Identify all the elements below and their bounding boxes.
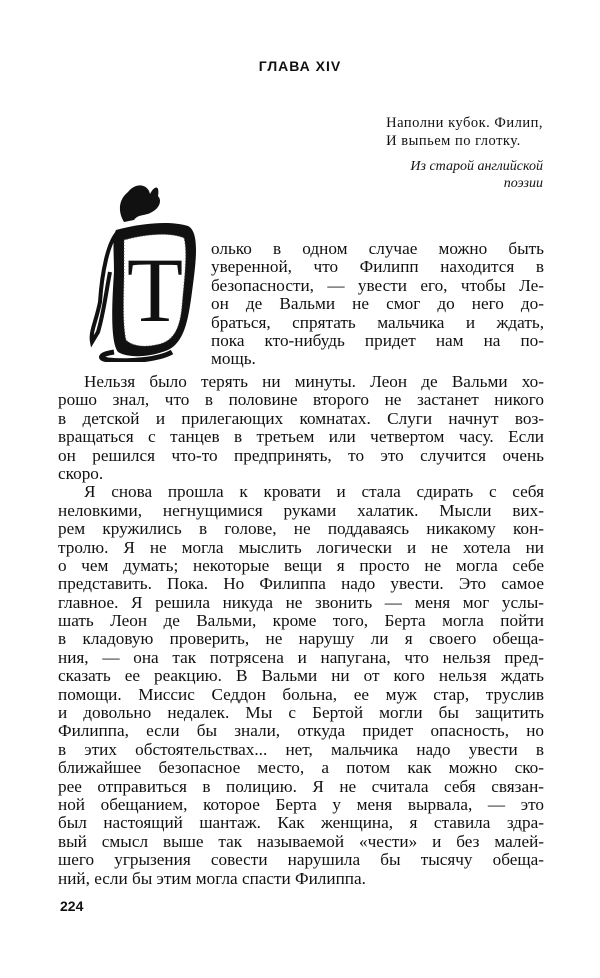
body-text: [58, 373, 544, 888]
drop-cap-paragraph: [211, 240, 544, 369]
text-line: браться, спрятать мальчика и ждать,: [211, 312, 544, 332]
text-line: тролю. Я не могла мыслить логически и не хотела ни: [58, 537, 544, 557]
text-line: рее отправиться в полицию. Я не считала себя связан-: [58, 776, 544, 796]
text-line: помощи. Миссис Седдон больна, ее муж стар, труслив: [58, 684, 544, 704]
text-line: Я снова прошла к кровати и стала сдирать с себя: [84, 482, 544, 502]
text-line: ния, — она так потрясена и напугана, что нельзя пред-: [58, 647, 544, 667]
attribution-line: Из старой английской: [410, 159, 543, 174]
text-line: шего угрызения совести нарушила бы тысячу обеща-: [58, 850, 544, 870]
chapter-title: ГЛАВА XIV: [258, 58, 342, 74]
text-line: вращаться с танцев в третьем или четвертом часу. Если: [58, 427, 544, 447]
text-line: он де Вальми не смог до него до-: [211, 294, 544, 314]
text-line: шать Леон де Вальми, кроме того, Берта могла пойти: [58, 611, 544, 631]
text-line: скоро.: [58, 463, 104, 483]
text-line: неловкими, негнущимися руками халатик. Мысли вих-: [58, 500, 544, 520]
text-line: Нельзя было терять ни минуты. Леон де Вальми хо-: [84, 372, 544, 391]
text-line: о чем думать; некоторые вещи я просто не могла себе: [58, 555, 544, 575]
text-line: ной обещанием, которое Берта у меня вырвала, — это: [58, 794, 544, 814]
text-line: представить. Пока. Но Филиппа надо увести. Это самое: [58, 574, 544, 594]
text-line: сказать ее реакцию. В Вальми ни от кого нельзя ждать: [58, 666, 544, 686]
drop-cap-illustration: [88, 182, 200, 362]
text-line: в детской и прилегающих комнатах. Слуги начнут воз-: [58, 408, 544, 428]
text-line: мощь.: [211, 349, 256, 369]
text-line: рем кружились в голове, не поддаваясь никакому кон-: [58, 519, 544, 539]
epigraph-line: Наполни кубок. Филип,: [386, 115, 543, 131]
text-line: ближайшее безопасное место, а потом как можно ско-: [58, 758, 544, 778]
epigraph-line: И выпьем по глотку.: [386, 133, 521, 149]
text-line: ний, если бы этим могла спасти Филиппа.: [58, 868, 366, 888]
text-line: в этих обстоятельствах... нет, мальчика надо увести в: [58, 739, 544, 759]
text-line: уверенной, что Филипп находится в: [211, 257, 544, 277]
drop-cap-letter: Т: [126, 239, 184, 341]
page-number: 224: [60, 898, 84, 914]
text-line: олько в одном случае можно быть: [211, 239, 544, 258]
attribution-line: поэзии: [503, 176, 543, 191]
text-line: и довольно недалек. Мы с Бертой могли бы защитить: [58, 703, 544, 723]
epigraph-attribution: [410, 158, 543, 192]
text-line: безопасности, — увести его, чтобы Ле-: [211, 275, 544, 295]
epigraph: [386, 114, 543, 150]
text-line: пока кто-нибудь придет нам на по-: [211, 330, 544, 350]
text-line: вый смысл выше так называемой «чести» и без малей-: [58, 831, 544, 851]
text-line: был настоящий шантаж. Как женщина, я ставила здра-: [58, 813, 544, 833]
text-line: главное. Я решила никуда не звонить — меня мог услы-: [58, 592, 544, 612]
text-line: он решился что-то предпринять, то это случится очень: [58, 445, 544, 465]
text-line: Филиппа, если бы знали, откуда придет опасность, но: [58, 721, 544, 741]
text-line: в кладовую проверить, не нарушу ли я своего обеща-: [58, 629, 544, 649]
text-line: рошо знал, что в половине второго не застанет никого: [58, 390, 544, 410]
